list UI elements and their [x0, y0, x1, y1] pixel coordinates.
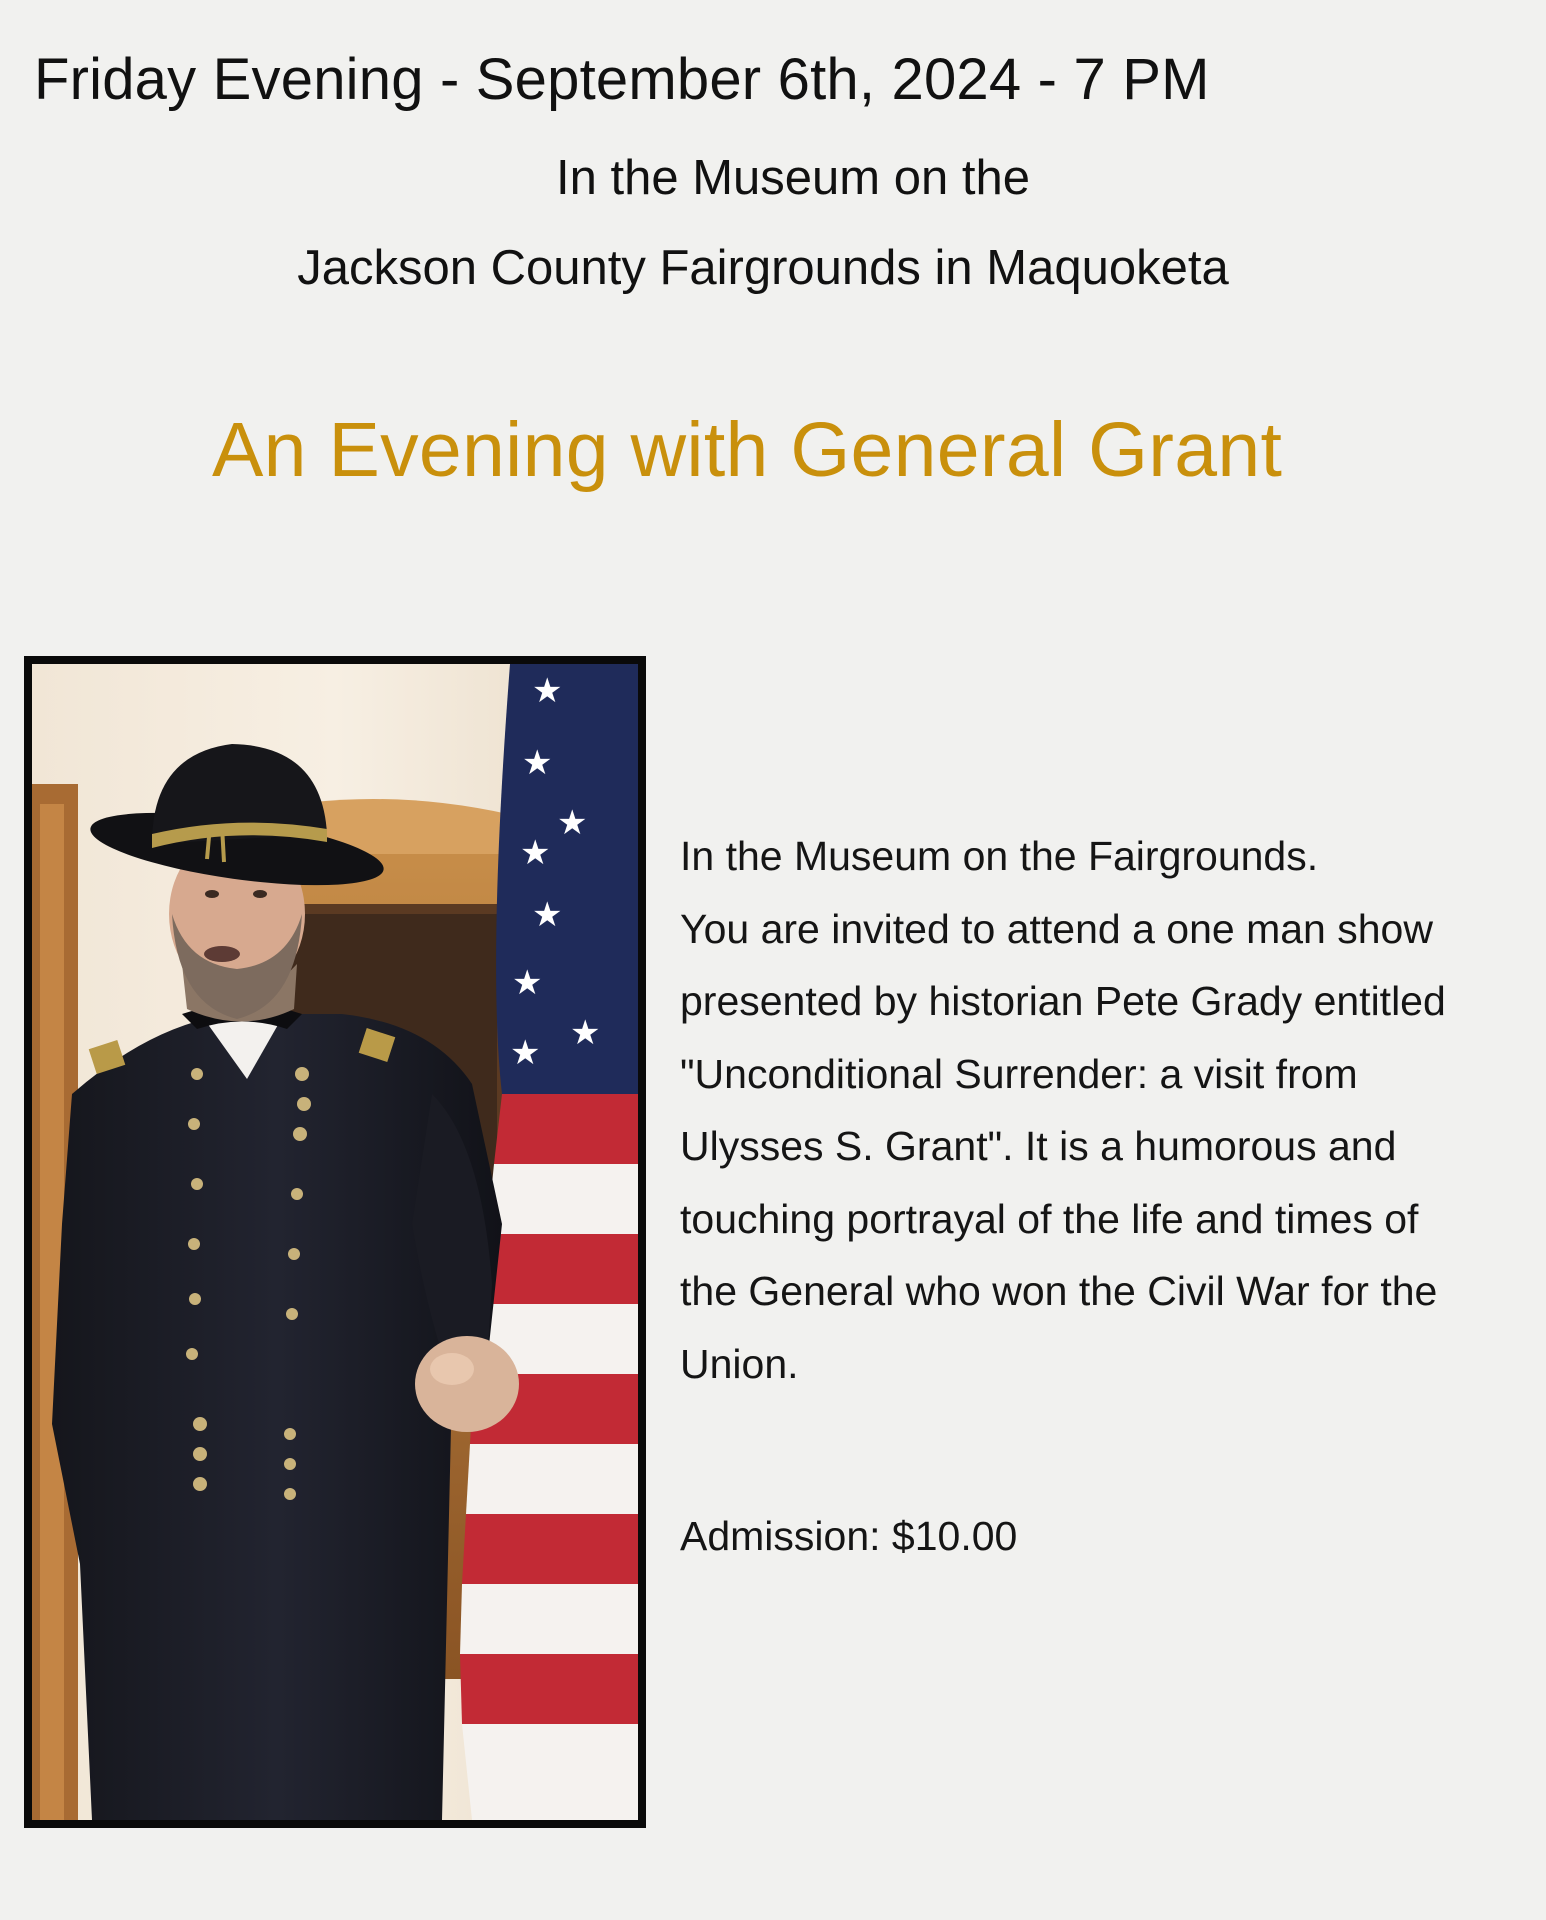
description-line: Union. [680, 1340, 799, 1387]
description-line: Ulysses S. Grant". It is a humorous and [680, 1123, 1397, 1169]
svg-text:★: ★ [520, 833, 551, 873]
description-line: "Unconditional Surrender: a visit from [680, 1050, 1358, 1097]
admission-price: Admission: $10.00 [680, 1513, 1018, 1559]
svg-text:★: ★ [522, 743, 553, 783]
description-line: You are invited to attend a one man show [680, 905, 1433, 952]
svg-text:★: ★ [510, 1033, 541, 1073]
svg-text:★: ★ [570, 1013, 601, 1053]
svg-text:★: ★ [532, 671, 563, 711]
venue-line-2: Jackson County Fairgrounds in Maquoketa [297, 241, 1229, 295]
svg-text:★: ★ [532, 895, 563, 935]
event-description [680, 820, 1520, 1400]
event-title: An Evening with General Grant [212, 407, 1283, 493]
description-line: touching portrayal of the life and times of [680, 1195, 1419, 1242]
svg-text:★: ★ [512, 963, 543, 1003]
venue-line-1: In the Museum on the [556, 151, 1030, 205]
description-line: In the Museum on the Fairgrounds. [680, 833, 1319, 879]
general-grant-photo-frame [24, 656, 646, 1828]
description-line: the General who won the Civil War for the [680, 1268, 1438, 1314]
description-line: presented by historian Pete Grady entitled [680, 978, 1446, 1024]
general-grant-photo [32, 664, 638, 1820]
svg-text:★: ★ [557, 803, 588, 843]
event-date-time: Friday Evening - September 6th, 2024 - 7 PM [34, 47, 1210, 112]
